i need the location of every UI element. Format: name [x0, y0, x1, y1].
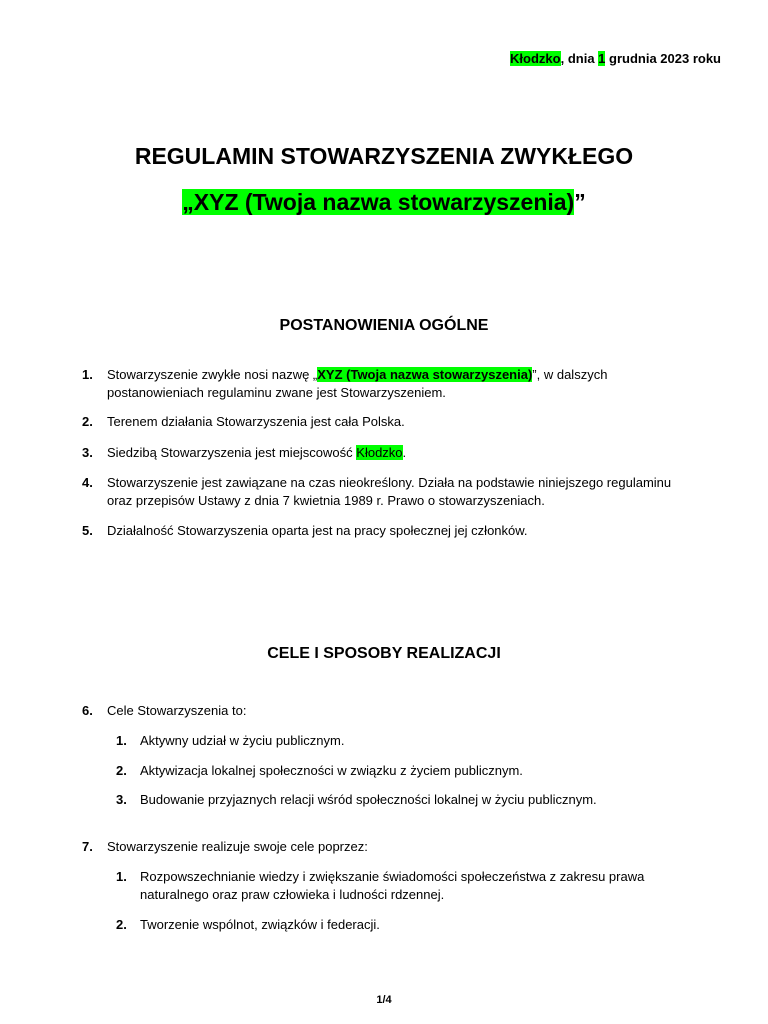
city-inline-highlight: Kłodzko [356, 445, 403, 460]
sub-list-text: Aktywizacja lokalnej społeczności w związku z życiem publicznym. [140, 763, 523, 778]
list-text-line2: postanowieniach regulaminu zwane jest Stowarzyszeniem. [107, 385, 446, 400]
sub-list-text: Budowanie przyjaznych relacji wśród społeczności lokalnej w życiu publicznym. [140, 792, 597, 807]
date-separator: , dnia [560, 51, 599, 66]
list-number: 3. [82, 445, 93, 460]
list-text: Stowarzyszenie jest zawiązane na czas nieokreślony. Działa na podstawie niniejszego regulaminu [107, 475, 672, 490]
list-number: 5. [82, 523, 93, 538]
sub-list-number: 2. [116, 917, 127, 932]
sub-list-number: 2. [116, 763, 127, 778]
date-city-highlight: Kłodzko [510, 51, 561, 66]
association-name-title [0, 189, 768, 216]
date-line [510, 51, 721, 66]
list-number: 1. [82, 367, 93, 382]
sub-list-text-line2: naturalnego oraz praw człowieka i ludności rdzennej. [140, 887, 445, 902]
association-name: XYZ (Twoja nazwa stowarzyszenia) [193, 189, 575, 215]
list-text-part: Siedzibą Stowarzyszenia jest miejscowość [107, 445, 357, 460]
association-name-inline-highlight: XYZ (Twoja nazwa stowarzyszenia) [317, 367, 533, 382]
list-number: 7. [82, 839, 93, 854]
list-number: 2. [82, 414, 93, 429]
date-rest: grudnia 2023 roku [605, 51, 721, 66]
sub-list-number: 1. [116, 869, 127, 884]
date-day-highlight: 1 [598, 51, 606, 66]
sub-list-text: Tworzenie wspólnot, związków i federacji. [140, 917, 380, 932]
quote-close: ” [574, 189, 586, 215]
list-text-part: . [402, 445, 407, 460]
section-heading-general: POSTANOWIENIA OGÓLNE [279, 317, 489, 334]
sub-list-text: Rozpowszechnianie wiedzy i zwiększanie świadomości społeczeństwa z zakresu prawa [140, 869, 645, 884]
list-number: 4. [82, 475, 93, 490]
sub-list-number: 3. [116, 792, 127, 807]
list-text [107, 366, 607, 384]
list-text-line2: oraz przepisów Ustawy z dnia 7 kwietnia 1989 r. Prawo o stowarzyszeniach. [107, 493, 545, 508]
list-text: Działalność Stowarzyszenia oparta jest na pracy społecznej jej członków. [107, 523, 528, 538]
sub-list-text: Aktywny udział w życiu publicznym. [140, 733, 345, 748]
list-text-part: ”, w dalszych [532, 367, 608, 382]
sub-list-number: 1. [116, 733, 127, 748]
section-heading-goals: CELE I SPOSOBY REALIZACJI [267, 645, 501, 662]
page-number: 1/4 [376, 994, 392, 1006]
list-text: Cele Stowarzyszenia to: [107, 703, 247, 718]
list-text-part: Stowarzyszenie zwykłe nosi nazwę „ [107, 367, 318, 382]
list-number: 6. [82, 703, 93, 718]
list-text: Stowarzyszenie realizuje swoje cele poprzez: [107, 839, 368, 854]
list-text [107, 444, 406, 462]
document-title: REGULAMIN STOWARZYSZENIA ZWYKŁEGO [134, 143, 634, 169]
association-name-highlight [182, 189, 574, 215]
quote-open: „ [182, 189, 194, 215]
list-text: Terenem działania Stowarzyszenia jest cała Polska. [107, 414, 405, 429]
